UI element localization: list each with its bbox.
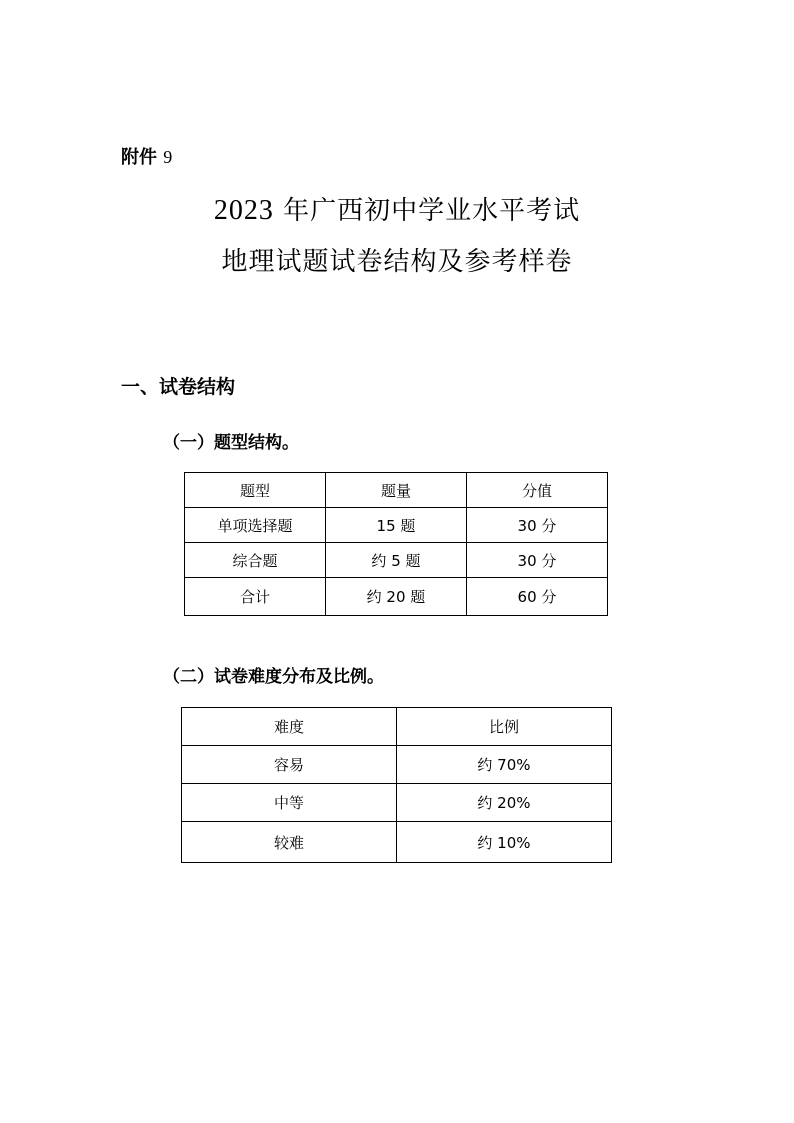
table-cell: 单项选择题	[185, 508, 326, 543]
subsection-heading-difficulty: （二）试卷难度分布及比例。	[163, 667, 384, 687]
table-cell: 30 分	[466, 543, 607, 578]
table-header-row	[182, 708, 612, 746]
table-cell: 30 分	[466, 508, 607, 543]
table-cell: 约 70%	[396, 746, 611, 784]
table-cell: 60 分	[466, 578, 607, 616]
table-row	[182, 822, 612, 863]
title-line1-text: 年广西初中学业水平考试	[283, 196, 581, 226]
title-year: 2023	[213, 195, 274, 226]
table-cell: 15 题	[325, 508, 466, 543]
document-title-line2: 地理试题试卷结构及参考样卷	[221, 247, 573, 277]
table-row	[182, 784, 612, 822]
table-row	[182, 746, 612, 784]
header-cell-ratio: 比例	[396, 708, 611, 746]
table-row	[185, 543, 608, 578]
table-cell: 容易	[182, 746, 397, 784]
table-cell: 中等	[182, 784, 397, 822]
table-row	[185, 508, 608, 543]
attachment-text: 附件	[121, 147, 157, 168]
table-cell: 约 20 题	[325, 578, 466, 616]
table-cell: 约 10%	[396, 822, 611, 863]
table-cell: 约 5 题	[325, 543, 466, 578]
table-row	[185, 578, 608, 616]
subsection-heading-question-types: （一）题型结构。	[163, 433, 299, 453]
document-title-line1	[0, 190, 794, 227]
table-cell: 较难	[182, 822, 397, 863]
header-cell-score: 分值	[466, 473, 607, 508]
attachment-number: 9	[163, 147, 173, 167]
section-heading-structure: 一、试卷结构	[121, 376, 236, 398]
difficulty-table	[181, 707, 612, 863]
table-cell: 合计	[185, 578, 326, 616]
header-cell-type: 题型	[185, 473, 326, 508]
header-cell-count: 题量	[325, 473, 466, 508]
table-cell: 约 20%	[396, 784, 611, 822]
table-header-row	[185, 473, 608, 508]
attachment-label	[121, 143, 172, 169]
header-cell-difficulty: 难度	[182, 708, 397, 746]
question-type-table	[184, 472, 608, 616]
table-cell: 综合题	[185, 543, 326, 578]
